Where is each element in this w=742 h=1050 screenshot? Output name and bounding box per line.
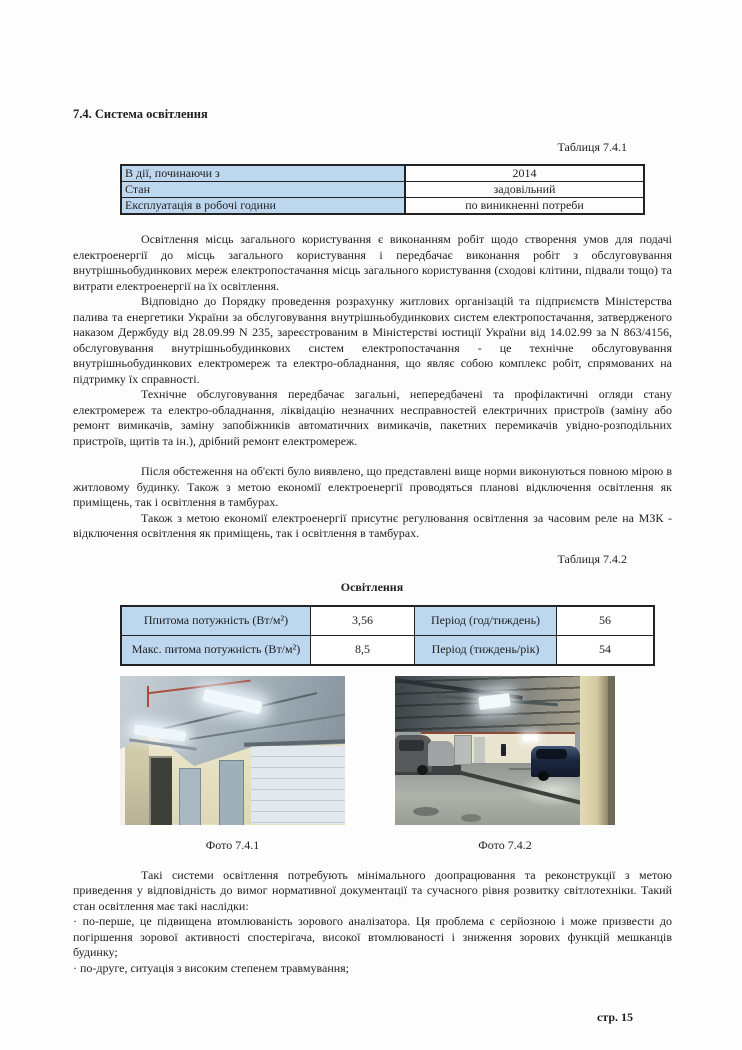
table-row xyxy=(121,182,644,198)
paragraph: Відповідно до Порядку проведення розрахунку житлових організацій та підприємств Міністерства палива та енергетики України за обслуговування внутрішньобудинкових систем електропостачання, затвердженого наказом Держбуду від 28.09.99 N 235, зареєстрованим в Міністерстві юстиції України від 14.02.99 за N 863/4156, обслуговування внутрішньобудинкових систем електропостачання - це технічне обслуговування внутрішньобудинкових електромереж та електро-обладнання, що являє собою комплекс робіт, спрямованих на підтримку їх справності. xyxy=(73,294,672,386)
photo-7-4-2 xyxy=(395,676,615,825)
silver-car xyxy=(428,741,454,766)
distant-figure xyxy=(501,744,507,756)
grey-door xyxy=(219,760,244,824)
table-7-4-2 xyxy=(120,605,655,666)
table-cell-param: В дії, починаючи з xyxy=(121,165,405,182)
red-pipe-elbow xyxy=(147,686,149,707)
photo-caption: Фото 7.4.2 xyxy=(478,837,532,852)
far-door xyxy=(474,737,485,764)
table-row xyxy=(121,165,644,182)
paragraph: Технічне обслуговування передбачає загальні, непередбачені та профілактичні огляди стану електромереж та електро-обладнання, ліквідацію незначних несправностей електричних пристроїв (заміну або ремонт вимикачів, заміну запобіжників автоматичних вимикачів, пакетних перемикачів увідно-розподільних пристроїв, щитів та ін.), дрібний ремонт електромереж. xyxy=(73,387,672,448)
table-row xyxy=(121,635,654,665)
section-title: 7.4. Система освітлення xyxy=(73,107,208,121)
table-cell-value: 54 xyxy=(557,635,655,665)
table-row xyxy=(121,606,654,636)
table-7-4-1 xyxy=(120,164,645,215)
floor-stain xyxy=(461,814,481,821)
parking-column xyxy=(580,676,609,825)
table-cell-param: Період (тиждень/рік) xyxy=(415,635,557,665)
wall-pipe xyxy=(421,732,575,734)
car-window xyxy=(399,740,423,752)
table-cell-value: 56 xyxy=(557,606,655,636)
wall-lamp xyxy=(523,735,538,741)
page-number: стр. 15 xyxy=(596,1010,633,1024)
table-row xyxy=(121,198,644,215)
table1-caption: Таблиця 7.4.1 xyxy=(557,140,627,154)
table-cell-value: по виникненні потреби xyxy=(405,198,644,215)
table-cell-value: 8,5 xyxy=(311,635,415,665)
bench xyxy=(509,768,531,770)
far-door xyxy=(454,735,471,765)
photo-captions xyxy=(120,838,672,853)
table-cell-value: задовільний xyxy=(405,182,644,198)
paragraph: Після обстеження на об'єкті було виявлено, що представлені вище норми виконуються повною мірою в житловому будинку. Також з метою економії електроенергії проводяться планові відключення освітлення як приміщень, так і освітлення в тамбурах. xyxy=(73,464,672,509)
bullet-item: · по-перше, це підвищена втомлюваність зорового аналізатора. Ця проблема є серйозною і може призвести до погіршення зорової активності спостерігача, високої втомлюваності і зниження зорових функцій мешканців будинку; xyxy=(73,914,672,959)
grey-door xyxy=(179,768,201,825)
table-cell-param: Експлуатація в робочі години xyxy=(121,198,405,215)
paragraph: Освітлення місць загального користування є виконанням робіт щодо створення умов для подачі електроенергії до місць загального користування і передбачає виконання робіт з обслуговування внутрішньобудинкових мереж електропостачання місць загального користування (сходові клітини, підвали тощо) та витрати електроенергії на їх освітлення. xyxy=(73,232,672,293)
table-cell-value: 3,56 xyxy=(311,606,415,636)
conclusion-paragraph: Такі системи освітлення потребують мінімального доопрацювання та реконструкції з метою приведення у відповідність до вимог нормативної документації та сучасного рівня розвитку світлотехніки. Такий стан освітлення має такі наслідки: xyxy=(73,867,672,913)
photo-caption: Фото 7.4.1 xyxy=(205,837,260,852)
table-cell-param: Стан xyxy=(121,182,405,198)
table-cell-value: 2014 xyxy=(405,165,644,182)
car-window xyxy=(536,749,567,759)
paragraph: Також з метою економії електроенергії присутнє регулювання освітлення за часовим реле на МЗК - відключення освітлення як приміщень, так і освітлення в тамбурах. xyxy=(73,510,672,540)
floor-stain xyxy=(413,807,439,816)
table2-title: Освітлення xyxy=(340,579,404,594)
table2-caption: Таблиця 7.4.2 xyxy=(557,551,627,566)
photo-7-4-1 xyxy=(120,676,345,825)
table-cell-param: Період (год/тиждень) xyxy=(415,606,557,636)
table-cell-param: Ппитома потужність (Вт/м²) xyxy=(121,606,311,636)
table-cell-param: Макс. питома потужність (Вт/м²) xyxy=(121,635,311,665)
bullet-item: · по-друге, ситуація з високим степенем травмування; xyxy=(73,960,350,975)
column-shadow-edge xyxy=(608,676,615,825)
photo-row xyxy=(120,676,672,825)
dark-panel xyxy=(149,756,171,825)
sectional-garage-door xyxy=(251,746,346,825)
